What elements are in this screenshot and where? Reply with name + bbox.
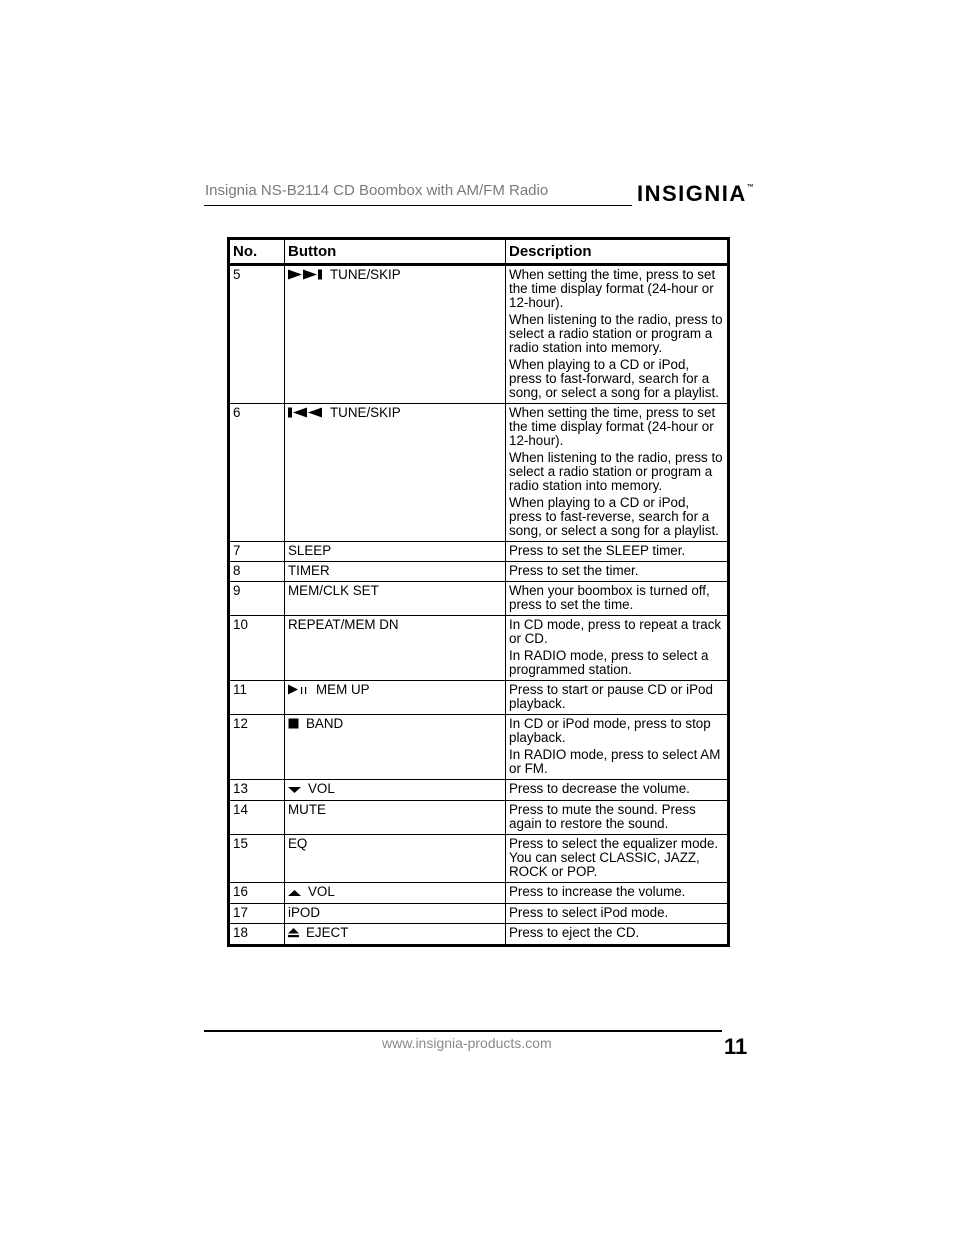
description-paragraph: When playing to a CD or iPod, press to fast-reverse, search for a song, or select a song for a playlist.: [509, 495, 719, 538]
description-paragraph: When setting the time, press to set the time display format (24-hour or 12-hour).: [509, 405, 716, 448]
button-cell: [285, 404, 506, 542]
table-row: [229, 681, 729, 715]
description-paragraph: Press to set the SLEEP timer.: [509, 543, 686, 558]
description-paragraph: When listening to the radio, press to select a radio station or program a radio station into memory.: [509, 312, 723, 355]
row-number: 13: [229, 780, 285, 801]
eject-icon: [288, 927, 300, 941]
description-paragraph: Press to select the equalizer mode. You can select CLASSIC, JAZZ, ROCK or POP.: [509, 836, 719, 879]
button-label: TIMER: [288, 563, 330, 578]
page-number: 11: [724, 1034, 748, 1059]
table-row: [229, 904, 729, 924]
button-label: BAND: [306, 716, 344, 731]
table-row: [229, 404, 729, 542]
insignia-logo: [637, 181, 754, 207]
button-cell: [285, 801, 506, 835]
button-label: MEM UP: [316, 682, 370, 697]
table-row: [229, 542, 729, 562]
table-row: [229, 616, 729, 681]
row-number: 12: [229, 715, 285, 780]
table-header-row: [229, 239, 729, 265]
row-number: 10: [229, 616, 285, 681]
row-number: 14: [229, 801, 285, 835]
row-number: 11: [229, 681, 285, 715]
description-cell: [506, 616, 729, 681]
button-cell: [285, 904, 506, 924]
description-paragraph: In RADIO mode, press to select AM or FM.: [509, 747, 721, 776]
table-body: [229, 265, 729, 946]
table-row: [229, 715, 729, 780]
table-row: [229, 835, 729, 883]
description-cell: [506, 542, 729, 562]
column-header-no: No.: [229, 239, 285, 265]
button-cell: [285, 582, 506, 616]
button-label: EJECT: [306, 925, 349, 940]
description-paragraph: In RADIO mode, press to select a programmed station.: [509, 648, 709, 677]
description-cell: [506, 924, 729, 946]
row-number: 7: [229, 542, 285, 562]
description-cell: [506, 681, 729, 715]
button-label: MUTE: [288, 802, 326, 817]
rewind-skip-icon: [288, 407, 324, 421]
button-label: VOL: [308, 781, 335, 796]
button-cell: [285, 562, 506, 582]
row-number: 17: [229, 904, 285, 924]
button-cell: [285, 715, 506, 780]
footer-url: www.insignia-products.com: [382, 1035, 552, 1051]
button-cell: [285, 681, 506, 715]
description-paragraph: Press to eject the CD.: [509, 925, 640, 940]
button-label: MEM/CLK SET: [288, 583, 379, 598]
description-cell: [506, 904, 729, 924]
table-row: [229, 801, 729, 835]
fast-forward-skip-icon: [288, 269, 324, 283]
logo-text: INSIGNIA: [637, 181, 747, 206]
table-row: [229, 265, 729, 404]
header-rule: [204, 205, 632, 206]
stop-icon: [288, 718, 300, 732]
row-number: 6: [229, 404, 285, 542]
volume-up-icon: [288, 886, 302, 900]
button-label: iPOD: [288, 905, 320, 920]
description-paragraph: Press to start or pause CD or iPod playback.: [509, 682, 713, 711]
button-cell: [285, 616, 506, 681]
footer-rule: [204, 1030, 722, 1032]
description-paragraph: Press to set the timer.: [509, 563, 639, 578]
button-label: TUNE/SKIP: [330, 405, 401, 420]
play-pause-icon: [288, 684, 310, 698]
button-cell: [285, 883, 506, 904]
document-header-title: Insignia NS-B2114 CD Boombox with AM/FM Radio: [205, 182, 549, 199]
description-cell: [506, 780, 729, 801]
table-row: [229, 562, 729, 582]
description-cell: [506, 404, 729, 542]
button-label: REPEAT/MEM DN: [288, 617, 399, 632]
table-row: [229, 924, 729, 946]
logo-trademark: ™: [746, 184, 754, 191]
button-cell: [285, 835, 506, 883]
description-paragraph: Press to decrease the volume.: [509, 781, 690, 796]
button-label: VOL: [308, 884, 335, 899]
table-row: [229, 883, 729, 904]
button-cell: [285, 924, 506, 946]
button-description-table: [227, 237, 730, 947]
description-paragraph: When your boombox is turned off, press to set the time.: [509, 583, 710, 612]
description-paragraph: When setting the time, press to set the time display format (24-hour or 12-hour).: [509, 267, 716, 310]
description-cell: [506, 715, 729, 780]
column-header-description: Description: [506, 239, 729, 265]
description-cell: [506, 562, 729, 582]
table-row: [229, 780, 729, 801]
button-cell: [285, 265, 506, 404]
button-cell: [285, 542, 506, 562]
row-number: 5: [229, 265, 285, 404]
description-cell: [506, 265, 729, 404]
row-number: 18: [229, 924, 285, 946]
volume-down-icon: [288, 783, 302, 797]
description-paragraph: When listening to the radio, press to select a radio station or program a radio station into memory.: [509, 450, 723, 493]
description-paragraph: In CD mode, press to repeat a track or CD.: [509, 617, 722, 646]
description-cell: [506, 883, 729, 904]
table-row: [229, 582, 729, 616]
description-cell: [506, 835, 729, 883]
description-cell: [506, 801, 729, 835]
row-number: 15: [229, 835, 285, 883]
row-number: 9: [229, 582, 285, 616]
column-header-button: Button: [285, 239, 506, 265]
description-cell: [506, 582, 729, 616]
button-cell: [285, 780, 506, 801]
button-label: EQ: [288, 836, 308, 851]
description-paragraph: When playing to a CD or iPod, press to fast-forward, search for a song, or select a song for a playlist.: [509, 357, 719, 400]
button-label: SLEEP: [288, 543, 332, 558]
description-paragraph: In CD or iPod mode, press to stop playback.: [509, 716, 711, 745]
row-number: 16: [229, 883, 285, 904]
button-label: TUNE/SKIP: [330, 267, 401, 282]
row-number: 8: [229, 562, 285, 582]
description-paragraph: Press to increase the volume.: [509, 884, 686, 899]
description-paragraph: Press to mute the sound. Press again to restore the sound.: [509, 802, 696, 831]
description-paragraph: Press to select iPod mode.: [509, 905, 669, 920]
